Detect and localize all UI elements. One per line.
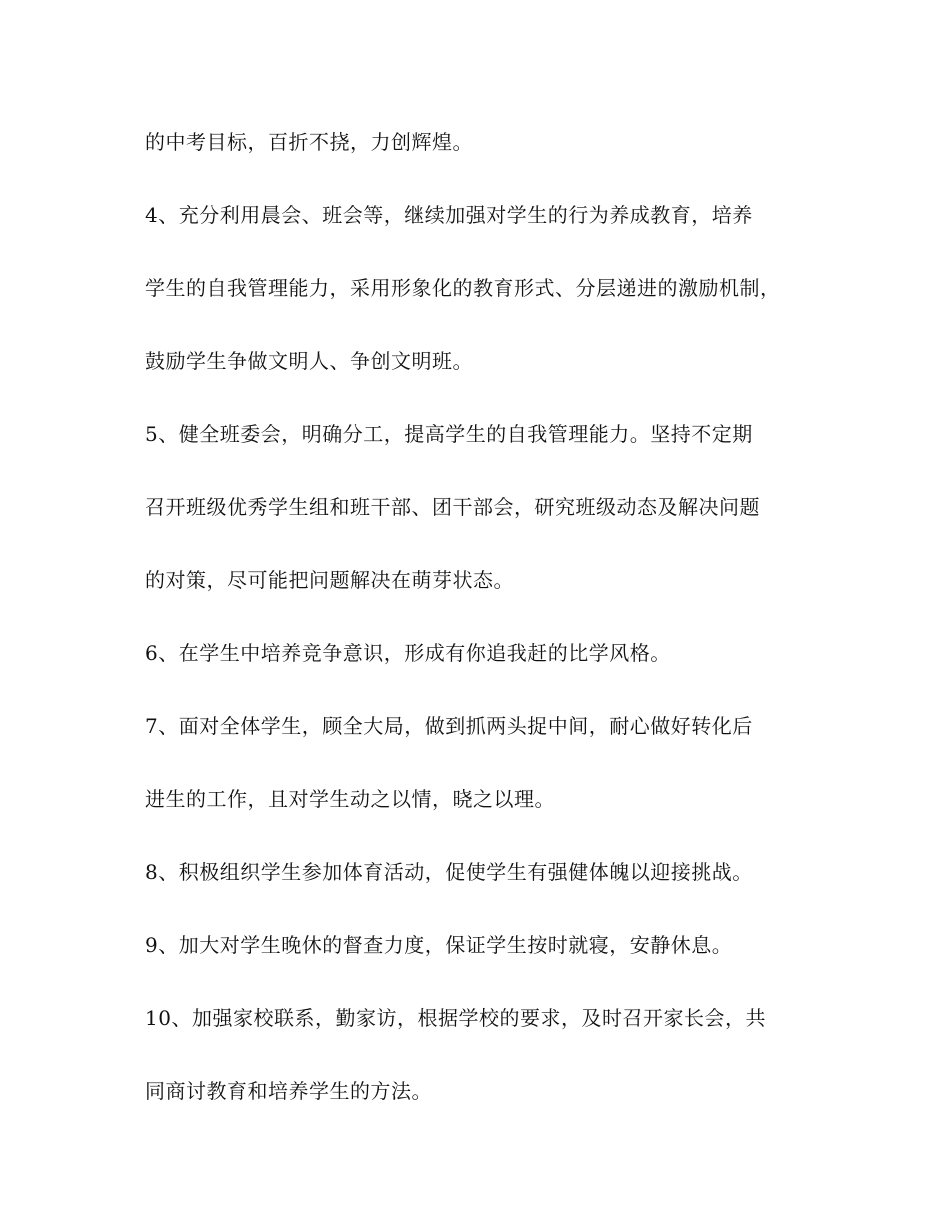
text-line: 4、充分利用晨会、班会等，继续加强对学生的行为养成教育，培养	[145, 203, 753, 227]
text-line: 5、健全班委会，明确分工，提高学生的自我管理能力。坚持不定期	[145, 422, 753, 446]
text-line: 的中考目标，百折不挠，力创辉煌。	[145, 130, 473, 154]
text-line: 8、积极组织学生参加体育活动，促使学生有强健体魄以迎接挑战。	[145, 860, 753, 884]
text-line: 6、在学生中培养竞争意识，形成有你追我赶的比学风格。	[145, 641, 671, 665]
text-line: 的对策，尽可能把问题解决在萌芽状态。	[145, 568, 514, 592]
text-line: 9、加大对学生晚休的督查力度，保证学生按时就寝，安静休息。	[145, 933, 733, 957]
document-body	[145, 127, 825, 1149]
text-line: 鼓励学生争做文明人、争创文明班。	[145, 349, 473, 373]
text-line: 7、面对全体学生，顾全大局，做到抓两头捉中间，耐心做好转化后	[145, 714, 753, 738]
text-line: 同商讨教育和培养学生的方法。	[145, 1079, 432, 1103]
text-line: 学生的自我管理能力，采用形象化的教育形式、分层递进的激励机制，	[145, 276, 781, 300]
text-line: 召开班级优秀学生组和班干部、团干部会，研究班级动态及解决问题	[145, 495, 760, 519]
text-line: 10、加强家校联系，勤家访，根据学校的要求，及时召开家长会，共	[145, 1006, 766, 1030]
text-line: 进生的工作，且对学生动之以情，晓之以理。	[145, 787, 555, 811]
